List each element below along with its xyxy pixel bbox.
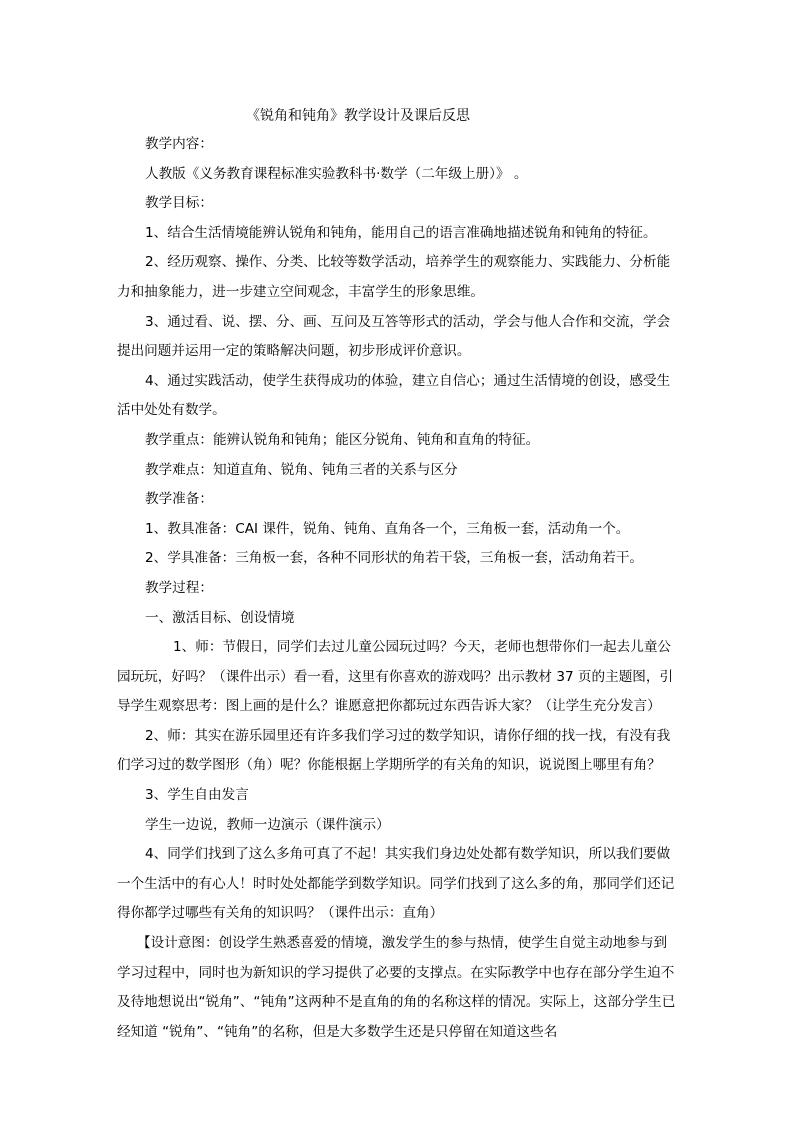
paragraph-goal-1: 1、结合生活情境能辨认锐角和钝角，能用自己的语言准确地描述锐角和钝角的特征。 [145,224,657,241]
paragraph-process-heading: 教学过程： [145,579,213,596]
paragraph-preparation-heading: 教学准备： [145,491,213,508]
paragraph-difficulty: 教学难点：知道直角、锐角、钝角三者的关系与区分 [145,461,458,478]
paragraph-step-1: 1、师：节假日，同学们去过儿童公园玩过吗？今天，老师也想带你们一起去儿童公园玩玩，好吗？（课件出示）看一看，这里有你喜欢的游戏吗？出示教材 37 页的主题图，引导学生观察思考：图上画的是什么？谁愿意把你都玩过东西告诉大家？（让学生充分发言） [117,639,674,715]
paragraph-teaching-content-heading: 教学内容： [145,136,213,152]
paragraph-design-intent: 【设计意图：创设学生熟悉喜爱的情境，激发学生的参与热情，使学生自觉主动地参与到学习过程中，同时也为新知识的学习提供了必要的支撑点。在实际教学中也存在部分学生迫不及待地想说出“锐角”、“钝角”这两种不是直角的角的名称这样的情况。实际上，这部分学生已经知道 “锐角”、“钝角”的名称，但是大多数学生还是只停留在知道这些名 [117,935,676,1040]
paragraph-step-2: 2、师：其实在游乐园里还有许多我们学习过的数学知识，请你仔细的找一找，有没有我们学习过的数学图形（角）呢？你能根据上学期所学的有关角的知识，说说图上哪里有角？ [117,727,671,774]
paragraph-goal-2: 2、经历观察、操作、分类、比较等数学活动，培养学生的观察能力、实践能力、分析能力和抽象能力，进一步建立空间观念，丰富学生的形象思维。 [117,254,671,300]
paragraph-goal-3: 3、通过看、说、摆、分、画、互问及互答等形式的活动，学会与他人合作和交流，学会提出问题并运用一定的策略解决问题，初步形成评价意识。 [117,313,671,360]
paragraph-teacher-tools: 1、教具准备：CAI 课件，锐角、钝角、直角各一个，三角板一套，活动角一个。 [145,520,630,537]
paragraph-section-1: 一、激活目标、创设情境 [145,609,295,626]
paragraph-student-tools: 2、学具准备：三角板一套，各种不同形状的角若干袋，三角板一套，活动角若干。 [145,550,644,567]
paragraph-textbook: 人教版《义务教育课程标准实验教科书·数学（二年级上册）》 。 [145,165,528,182]
paragraph-teaching-goals-heading: 教学目标： [145,195,213,212]
paragraph-step-4: 4、同学们找到了这么多角可真了不起！其实我们身边处处都有数学知识，所以我们要做一个生活中的有心人！时时处处都能学到数学知识。同学们找到了这么多的角，那同学们还记得你都学过哪些有关角的知识吗？（课件出示：直角） [117,846,675,922]
paragraph-goal-4: 4、通过实践活动，使学生获得成功的体验，建立自信心；通过生活情境的创设，感受生活中处处有数学。 [117,372,671,419]
document-title: 《锐角和钝角》教学设计及课后反思 [246,108,470,124]
paragraph-step-3-detail: 学生一边说，教师一边演示（课件演示） [145,816,390,833]
document-body [117,130,677,1047]
paragraph-key-point: 教学重点：能辨认锐角和钝角；能区分锐角、钝角和直角的特征。 [145,431,540,448]
paragraph-step-3: 3、学生自由发言 [145,787,249,804]
